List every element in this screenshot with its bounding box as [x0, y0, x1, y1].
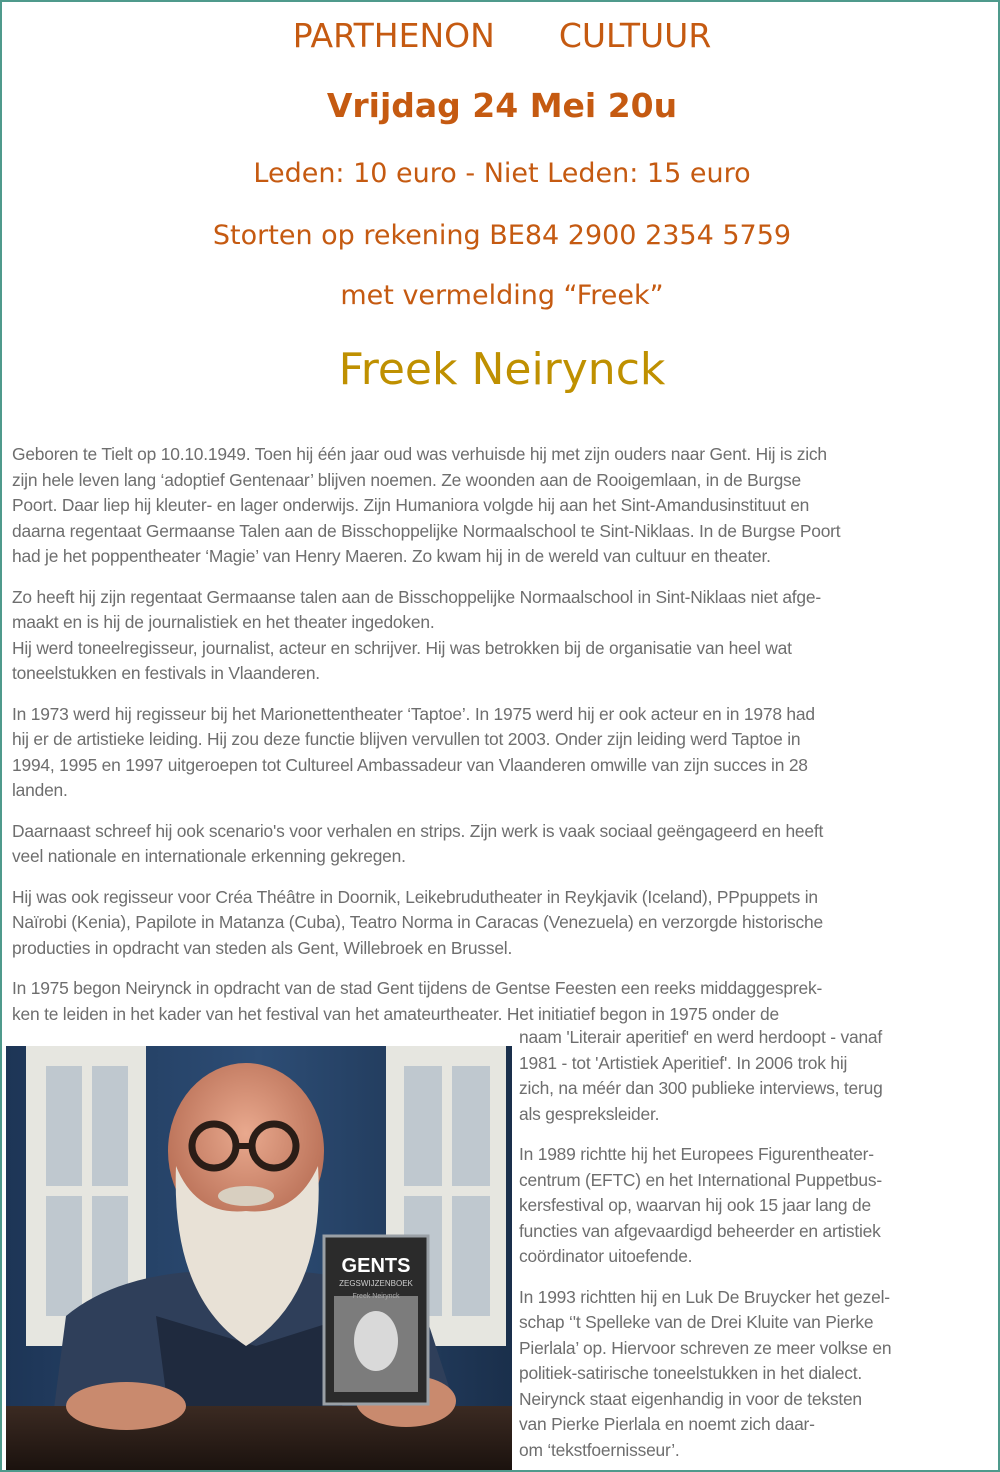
- ticket-price: Leden: 10 euro - Niet Leden: 15 euro: [253, 158, 751, 189]
- text-line: van Pierke Pierlala en noemt zich daar-: [519, 1414, 815, 1434]
- bio-paragraph-6: [12, 976, 952, 1027]
- text-line: In 1989 richtte hij het Europees Figurentheater-: [519, 1144, 874, 1164]
- text-line: landen.: [12, 780, 68, 800]
- text-line: politiek-satirische toneelstukken in het dialect.: [519, 1363, 863, 1383]
- bio-main: [12, 442, 952, 1042]
- text-line: Poort. Daar liep hij kleuter- en lager onderwijs. Zijn Humaniora volgde hij aan het Sint-Amandusinstituut en: [12, 495, 810, 515]
- text-line: centrum (EFTC) en het International Puppetbus-: [519, 1169, 882, 1190]
- hand-left: [66, 1382, 186, 1430]
- organisation-title: [2, 16, 1000, 55]
- book-author: Freek Neirynck: [352, 1293, 400, 1300]
- text-line: coördinator uitoefende.: [519, 1246, 693, 1266]
- text-line: schap ‘'t Spelleke van de Drei Kluite van Pierke: [519, 1312, 874, 1332]
- text-line: In 1973 werd hij regisseur bij het Marionettentheater ‘Taptoe’. In 1975 werd hij er ook acteur en in 1978 had: [12, 703, 815, 724]
- bio-paragraph-6-continued: [519, 1025, 949, 1127]
- book-title: GENTS: [341, 1255, 411, 1277]
- text-line: als gespreksleider.: [519, 1103, 660, 1124]
- bio-paragraph-1: [12, 442, 952, 570]
- text-line: zijn hele leven lang ‘adoptief Gentenaar’ blijven noemen. Ze woonden aan de Rooigemlaan, in de Burgse: [12, 469, 802, 490]
- text-line: Zo heeft hij zijn regentaat Germaanse talen aan de Bisschoppelijke Normaalschool in Sint-Niklaas niet afge-: [12, 586, 821, 607]
- bio-paragraph-4: [12, 819, 952, 870]
- text-line: functies van afgevaardigd beheerder en artistiek: [519, 1220, 881, 1241]
- bank-account: Storten op rekening BE84 2900 2354 5759: [212, 220, 792, 251]
- text-line: daarna regentaat Germaanse Talen aan de Bisschoppelijke Normaalschool te Sint-Niklaas. In de Burgse Poort: [12, 520, 841, 541]
- text-line: zich, na méér dan 300 publieke interviews, terug: [519, 1078, 883, 1098]
- text-line: 1981 - tot 'Artistiek Aperitief'. In 2006 trok hij: [519, 1052, 848, 1073]
- portrait-photo: [6, 1046, 512, 1470]
- text-line: Neirynck staat eigenhandig in voor de teksten: [519, 1388, 862, 1409]
- text-line: producties in opdracht van steden als Gent, Willebroek en Brussel.: [12, 937, 513, 958]
- text-line: hij er de artistieke leiding. Hij zou deze functie blijven vervullen tot 2003. Onder zijn leiding werd Taptoe in: [12, 729, 801, 749]
- org-name-left: PARTHENON: [292, 16, 495, 55]
- text-line: Hij werd toneelregisseur, journalist, acteur en schrijver. Hij was betrokken bij de organisatie van heel wat: [12, 637, 792, 658]
- bio-paragraph-7: [519, 1142, 949, 1270]
- text-line: Geboren te Tielt op 10.10.1949. Toen hij één jaar oud was verhuisde hij met zijn ouders naar Gent. Hij is zich: [12, 444, 827, 464]
- text-line: Daarnaast schreef hij ook scenario's voor verhalen en strips. Zijn werk is vaak sociaal geëngageerd en heeft: [12, 820, 824, 841]
- text-line: Hij was ook regisseur voor Créa Théâtre in Doornik, Leikebrudutheater in Reykjavik (Iceland), PPpuppets in: [12, 886, 818, 907]
- speaker-name: Freek Neirynck: [338, 344, 666, 395]
- text-line: naam 'Literair aperitief' en werd herdoopt - vanaf: [519, 1027, 883, 1047]
- bio-paragraph-5: [12, 885, 952, 962]
- text-line: Naïrobi (Kenia), Papilote in Matanza (Cuba), Teatro Norma in Caracas (Venezuela) en verzorgde historische: [12, 912, 823, 932]
- text-line: had je het poppentheater ‘Magie’ van Henry Maeren. Zo kwam hij in de wereld van cultuur en theater.: [12, 546, 771, 566]
- book-subtitle: ZEGSWIJZENBOEK: [339, 1279, 413, 1288]
- text-line: ken te leiden in het kader van het festival van het amateurtheater. Het initiatief begon in 1975 onder de: [12, 1003, 779, 1024]
- text-line: veel nationale en internationale erkenning gekregen.: [12, 846, 406, 866]
- org-name-right: CULTUUR: [558, 16, 712, 55]
- text-line: kersfestival op, waarvan hij ook 15 jaar lang de: [519, 1195, 871, 1215]
- text-line: toneelstukken en festivals in Vlaanderen.: [12, 663, 320, 683]
- text-line: maakt en is hij de journalistiek en het theater ingedoken.: [12, 612, 435, 632]
- text-line: In 1993 richtten hij en Luk De Bruycker het gezel-: [519, 1286, 890, 1307]
- bio-paragraph-8: [519, 1285, 949, 1464]
- bio-paragraph-3: [12, 702, 952, 804]
- event-date: Vrijdag 24 Mei 20u: [326, 86, 678, 125]
- text-line: 1994, 1995 en 1997 uitgeroepen tot Cultureel Ambassadeur van Vlaanderen omwille van zijn succes in 28: [12, 754, 808, 775]
- portrait-illustration: [6, 1046, 512, 1470]
- bio-paragraph-2: [12, 585, 952, 687]
- bio-side-column: [519, 1025, 949, 1472]
- text-line: In 1975 begon Neirynck in opdracht van de stad Gent tijdens de Gentse Feesten een reeks middaggesprek-: [12, 978, 823, 998]
- text-line: Pierlala’ op. Hiervoor schreven ze meer volkse en: [519, 1337, 892, 1358]
- book: [324, 1236, 428, 1404]
- text-line: om ‘tekstfoernisseur’.: [519, 1439, 680, 1460]
- payment-mention: met vermelding “Freek”: [340, 280, 664, 311]
